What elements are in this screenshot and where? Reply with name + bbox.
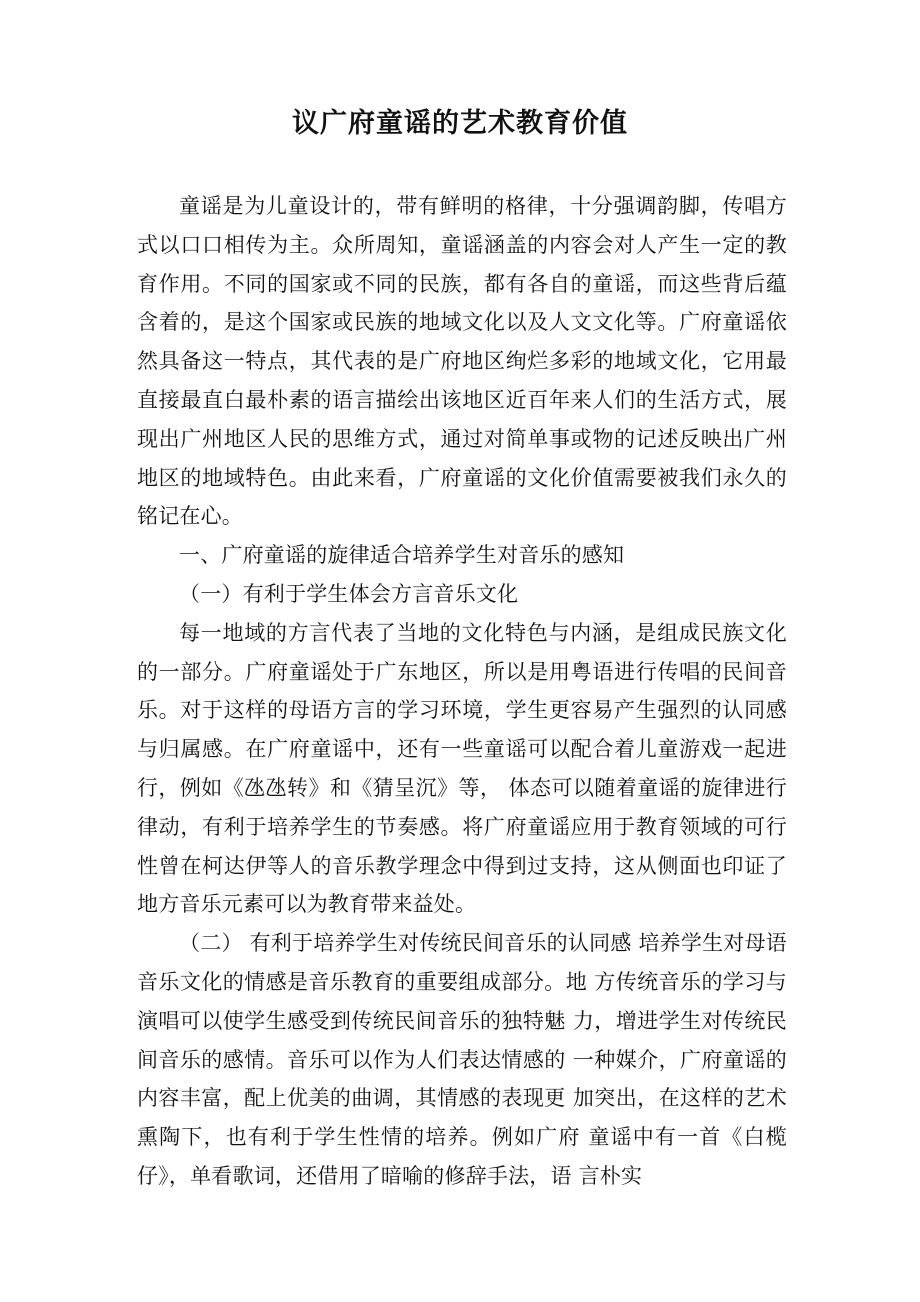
paragraph-dialect-culture: 每一地域的方言代表了当地的文化特色与内涵，是组成民族文化的一部分。广府童谣处于广东地区，所以是用粤语进行传唱的民间音乐。对于这样的母语方言的学习环境，学生更容易产生强烈的认同感与归属感。在广府童谣中，还有一些童谣可以配合着儿童游戏一起进行，例如《氹氹转》和《猜呈沉》等， 体态可以随着童谣的旋律进行 律动，有利于培养学生的节奏感。将广府童谣应用于教育领域的可行 性曾在柯达伊等人的音乐教学理念中得到过支持，这从侧面也印证了 地方音乐元素可以为教育带来益处。 [137,620,787,917]
document-body [137,187,787,1196]
subsection-heading-1: （一）有利于学生体会方言音乐文化 [179,581,519,606]
document-title: 议广府童谣的艺术教育价值 [292,108,628,139]
paragraph-intro: 童谣是为儿童设计的，带有鲜明的格律，十分强调韵脚，传唱方式以口口相传为主。众所周知，童谣涵盖的内容会对人产生一定的教育作用。不同的国家或不同的民族，都有各自的童谣，而这些背后蕴含着的，是这个国家或民族的地域文化以及人文文化等。广府童谣依然具备这一特点，其代表的是广府地区绚烂多彩的地域文化，它用最直接最直白最朴素的语言描绘出该地区近百年来人们的生活方式，展现出广州地区人民的思维方式，通过对简单事或物的记述反映出广州地区的地域特色。由此来看，广府童谣的文化价值需要被我们永久的铭记在心。 [137,194,787,529]
paragraph-folk-music: （二） 有利于培养学生对传统民间音乐的认同感 培养学生对母语音乐文化的情感是音乐教育的重要组成部分。地 方传统音乐的学习与演唱可以使学生感受到传统民间音乐的独特魅 力，增进学生对传统民间音乐的感情。音乐可以作为人们表达情感的 一种媒介，广府童谣的内容丰富，配上优美的曲调，其情感的表现更 加突出，在这样的艺术熏陶下，也有利于学生性情的培养。例如广府 童谣中有一首《白榄仔》，单看歌词，还借用了暗喻的修辞手法，语 言朴实 [137,931,787,1188]
section-heading-1: 一、广府童谣的旋律适合培养学生对音乐的感知 [179,543,625,568]
